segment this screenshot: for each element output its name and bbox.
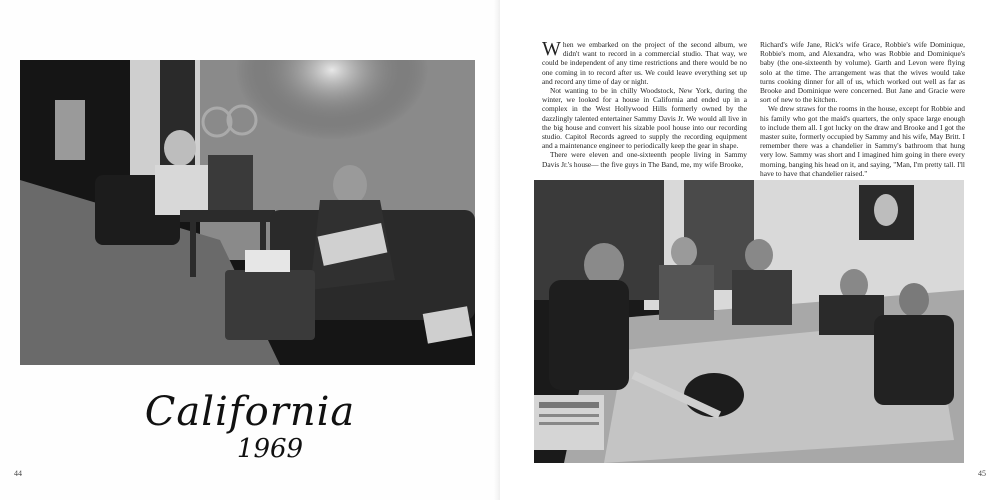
paragraph: Richard's wife Jane, Rick's wife Grace, Robbie's wife Dominique, Robbie's mom, and Alexandra, who was Robbie and Dominique's baby (the one-sixteenth by volume). Garth and Levon were flying solo at the time. The arrangement was that the wives would take turns cooking dinner for all of us, which worked out well as far as Brooke and Dominique were concerned. But Jane and Gracie were sort of new to the kitchen.	[760, 40, 965, 105]
paragraph	[542, 40, 747, 86]
paragraph: Not wanting to be in chilly Woodstock, New York, during the winter, we looked for a house in California and ended up in a complex in the West Hollywood Hills formerly owned by the dazzlingly talented entertainer Sammy Davis Jr. We would all live in the big house and convert his sizable pool house into our recording studio. Capitol Records agreed to supply the recording equipment and a maintenance engineer to periodically keep the gear in shape.	[542, 86, 747, 151]
chapter-title-word: California	[144, 389, 356, 435]
paragraph-text: hen we embarked on the project of the second album, we didn't want to record in a commercial studio. That way, we could be independent of any time restrictions and there would be no one coming in to record after us. We could leave everything set up and record any time of day or night.	[542, 40, 747, 86]
page-number-right: 45	[978, 469, 986, 478]
photo-right-illustration	[534, 180, 964, 463]
paragraph: We drew straws for the rooms in the house, except for Robbie and his family who got the maid's quarters, the only space large enough to include them all. I got lucky on the draw and Brooke and I got the master suite, formerly occupied by Sammy and his wife, May Britt. I remember there was a chandelier in Sammy's bathroom that hung very low. Sammy was short and I imagined him going in there every morning, banging his head on it, and saying, "Man, I'm pretty tall. I'll have to have that chandelier raised."	[760, 104, 965, 178]
photo-left-illustration	[20, 60, 475, 365]
page-number-left: 44	[14, 469, 22, 478]
text-column-1	[542, 40, 747, 169]
drop-cap: W	[542, 38, 561, 60]
right-page	[500, 0, 1000, 500]
text-column-2	[760, 40, 965, 178]
chapter-title	[130, 390, 370, 464]
chapter-title-year: 1969	[236, 434, 304, 464]
photo-studio-living-room	[20, 60, 475, 365]
photo-band-bedroom	[534, 180, 964, 463]
paragraph: There were eleven and one-sixteenth people living in Sammy Davis Jr.'s house— the five guys in The Band, me, my wife Brooke,	[542, 150, 747, 169]
